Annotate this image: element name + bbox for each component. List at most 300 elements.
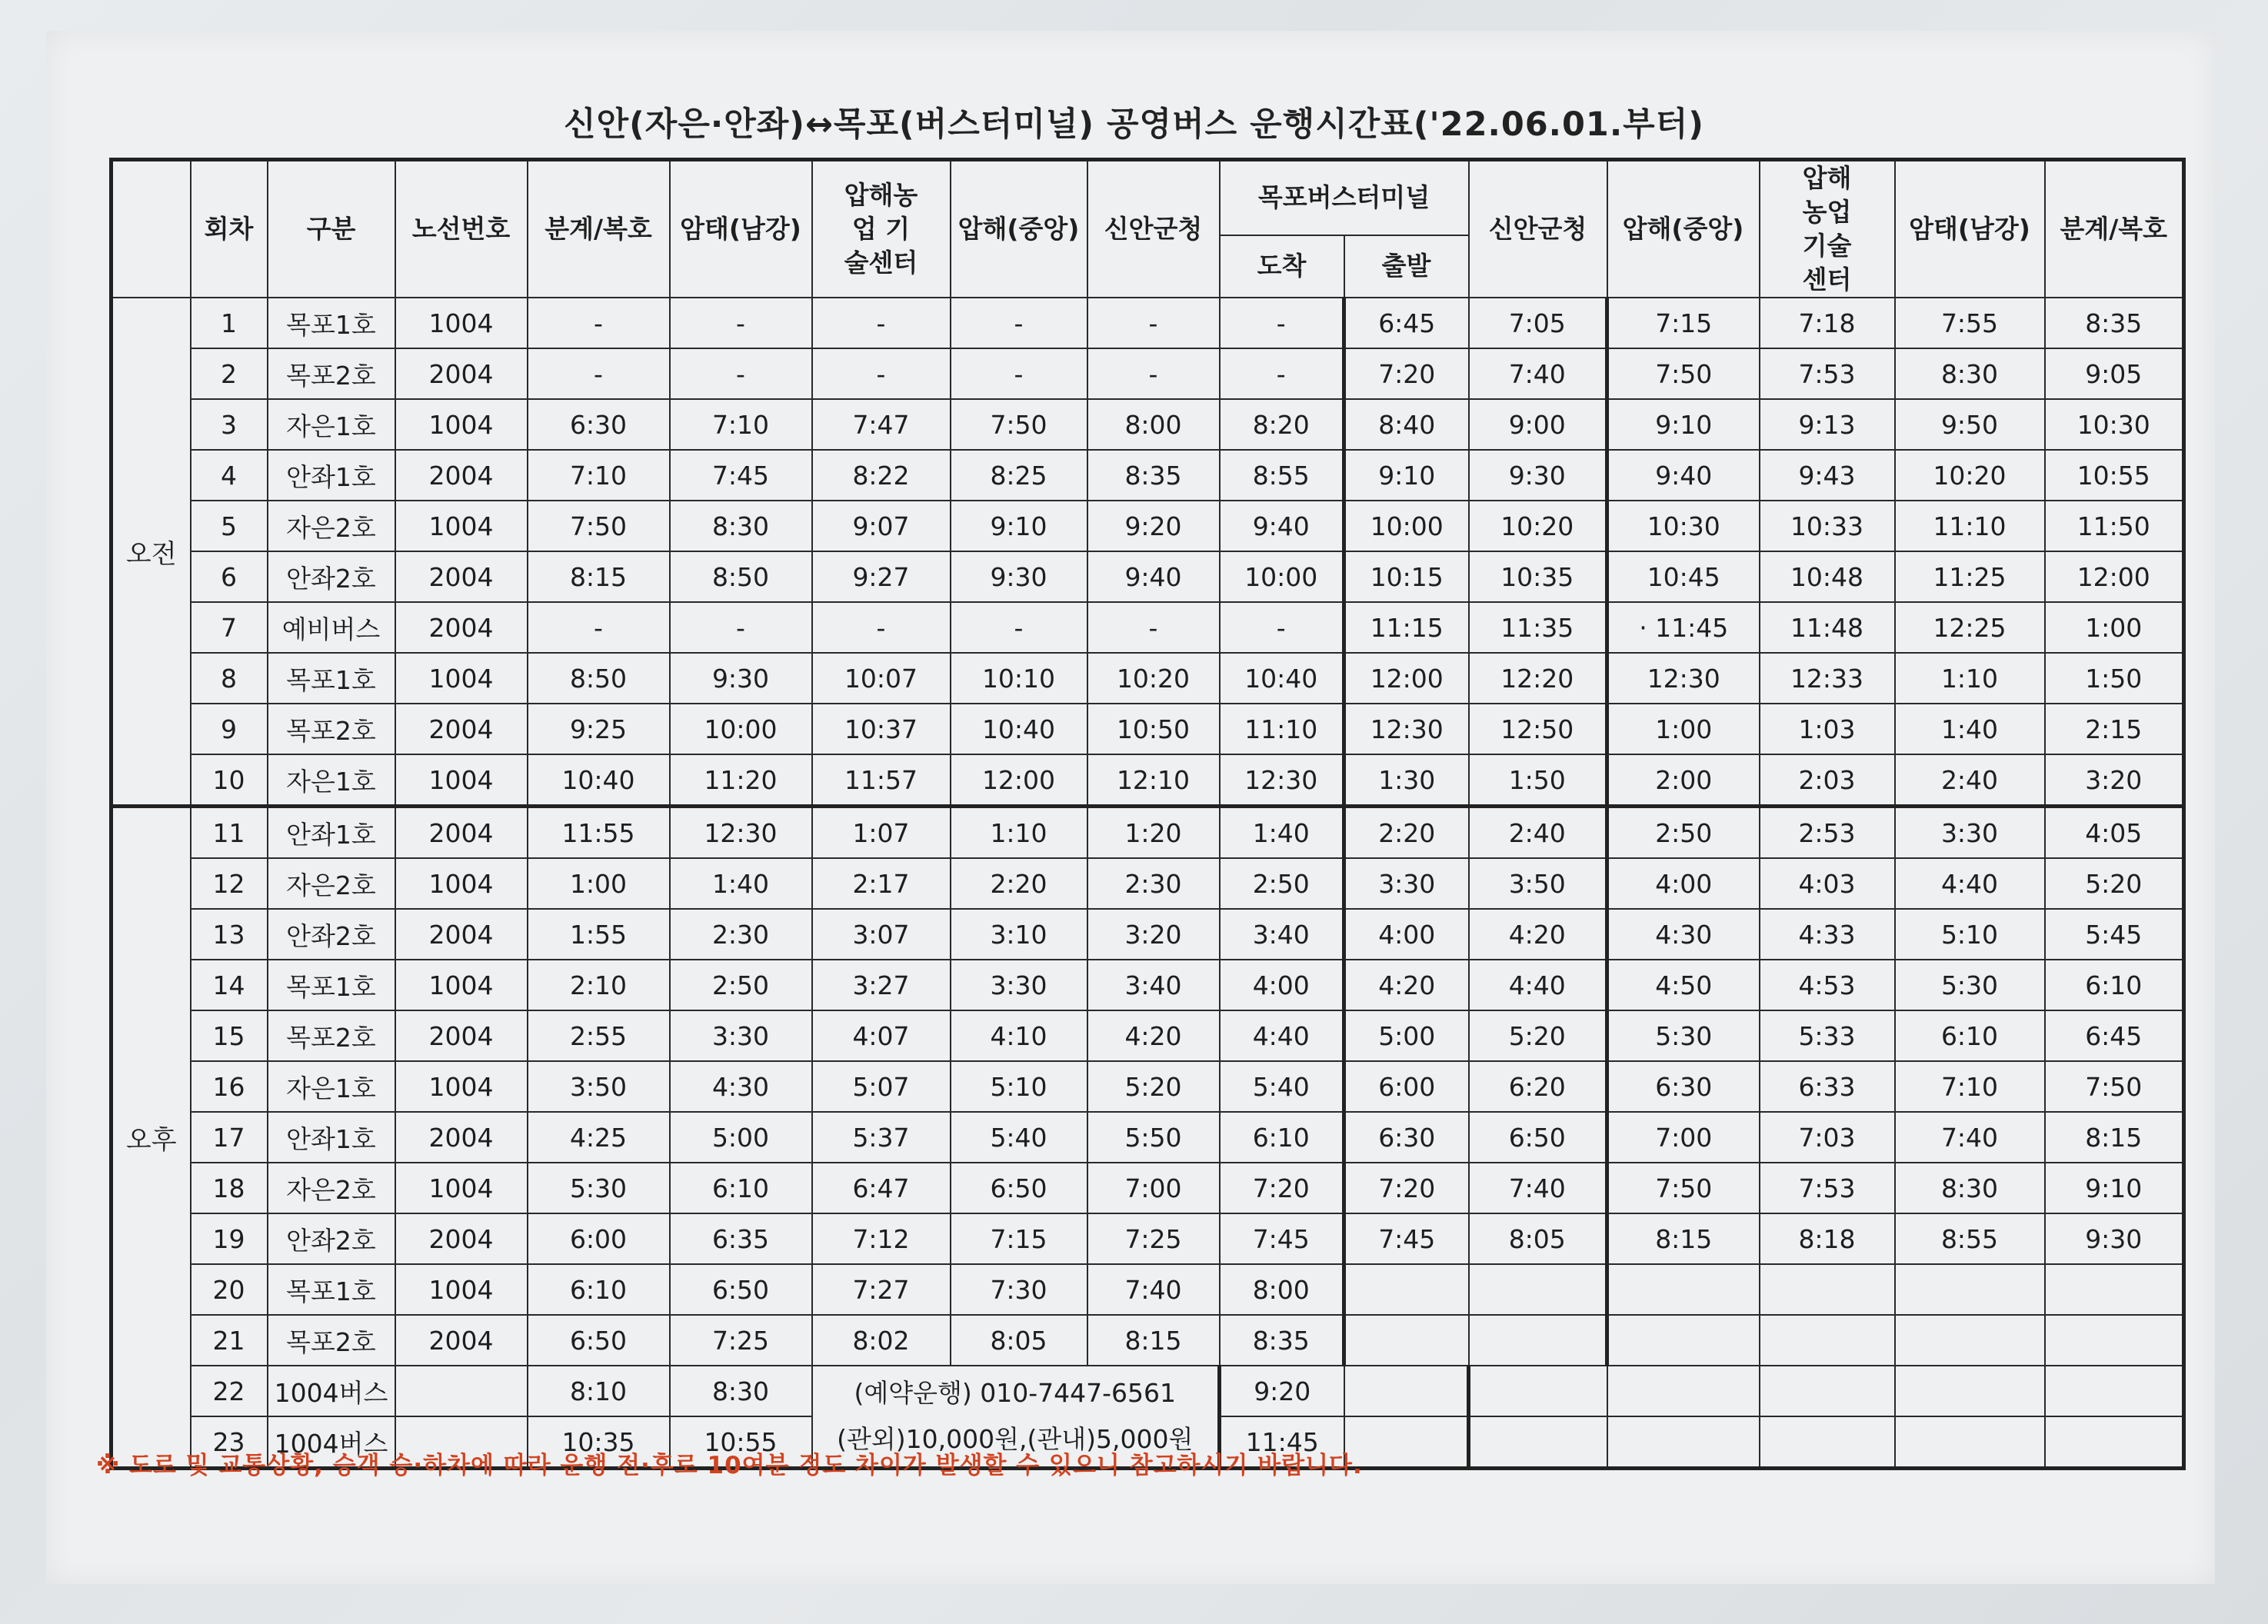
table-cell bbox=[1344, 1366, 1469, 1416]
table-cell: 7:50 bbox=[1607, 348, 1760, 399]
table-cell: - bbox=[1220, 348, 1344, 399]
table-cell: 6:10 bbox=[1220, 1112, 1344, 1163]
table-cell: 8:15 bbox=[1607, 1213, 1760, 1264]
table-cell: 8:55 bbox=[1895, 1213, 2045, 1264]
table-cell: 8:30 bbox=[1895, 1163, 2045, 1213]
table-cell: 7:25 bbox=[1087, 1213, 1220, 1264]
table-cell: 1004 bbox=[395, 1163, 528, 1213]
header-stop: 암태(남강) bbox=[670, 160, 812, 298]
table-cell: 8:35 bbox=[1220, 1315, 1344, 1366]
table-cell: 1004 bbox=[395, 858, 528, 909]
table-cell: 7:20 bbox=[1220, 1163, 1344, 1213]
header-stop: 압해(중앙) bbox=[951, 160, 1087, 298]
table-cell: 8:00 bbox=[1087, 399, 1220, 450]
table-cell: 7:40 bbox=[1469, 348, 1607, 399]
table-cell: 7:50 bbox=[2045, 1061, 2184, 1112]
header-terminal: 목포버스터미널 bbox=[1220, 160, 1469, 235]
table-cell: 9:40 bbox=[1087, 551, 1220, 602]
header-stop: 분계/복호 bbox=[528, 160, 670, 298]
table-cell: 자은1호 bbox=[268, 754, 395, 807]
table-cell: 9:27 bbox=[812, 551, 951, 602]
table-cell: - bbox=[528, 298, 670, 348]
table-cell: 7:10 bbox=[670, 399, 812, 450]
table-cell: 4 bbox=[191, 450, 268, 501]
table-cell: 7:50 bbox=[951, 399, 1087, 450]
table-cell: 8:15 bbox=[1087, 1315, 1220, 1366]
table-cell: 5:33 bbox=[1760, 1010, 1895, 1061]
table-cell: 10:40 bbox=[951, 704, 1087, 754]
header-type: 구분 bbox=[268, 160, 395, 298]
table-cell: 2:20 bbox=[951, 858, 1087, 909]
table-cell: 1:00 bbox=[1607, 704, 1760, 754]
table-cell: 7:12 bbox=[812, 1213, 951, 1264]
table-cell bbox=[1895, 1315, 2045, 1366]
header-stop: 신안군청 bbox=[1087, 160, 1220, 298]
table-cell: - bbox=[1087, 348, 1220, 399]
table-cell: 20 bbox=[191, 1264, 268, 1315]
table-cell: 목포2호 bbox=[268, 348, 395, 399]
table-cell: 자은2호 bbox=[268, 858, 395, 909]
table-cell: 8:40 bbox=[1344, 399, 1469, 450]
table-cell: 8:05 bbox=[1469, 1213, 1607, 1264]
table-cell: 11:20 bbox=[670, 754, 812, 807]
table-cell: 7:45 bbox=[1220, 1213, 1344, 1264]
table-cell: 4:20 bbox=[1469, 909, 1607, 960]
table-row bbox=[112, 1315, 2184, 1366]
table-cell: 8:02 bbox=[812, 1315, 951, 1366]
table-cell: 10:55 bbox=[670, 1416, 812, 1469]
table-cell: 5:20 bbox=[2045, 858, 2184, 909]
table-cell: - bbox=[528, 602, 670, 653]
table-cell: 11:10 bbox=[1895, 501, 2045, 551]
table-cell: 2004 bbox=[395, 348, 528, 399]
table-cell: 2:10 bbox=[528, 960, 670, 1010]
table-cell: 7:50 bbox=[1607, 1163, 1760, 1213]
table-cell: 목포2호 bbox=[268, 1315, 395, 1366]
table-cell: 5:30 bbox=[528, 1163, 670, 1213]
table-cell: 10:40 bbox=[1220, 653, 1344, 704]
table-cell: 7:25 bbox=[670, 1315, 812, 1366]
table-cell: 2004 bbox=[395, 704, 528, 754]
table-cell: 9:30 bbox=[951, 551, 1087, 602]
table-cell: 12:10 bbox=[1087, 754, 1220, 807]
header-stop: 암태(남강) bbox=[1895, 160, 2045, 298]
header-trip: 회차 bbox=[191, 160, 268, 298]
table-cell: 1:30 bbox=[1344, 754, 1469, 807]
table-cell: 6:00 bbox=[528, 1213, 670, 1264]
table-cell: 6:45 bbox=[1344, 298, 1469, 348]
table-cell: 목포2호 bbox=[268, 704, 395, 754]
table-cell bbox=[1344, 1315, 1469, 1366]
table-cell: 2004 bbox=[395, 909, 528, 960]
table-cell: - bbox=[670, 602, 812, 653]
table-cell bbox=[1469, 1264, 1607, 1315]
table-cell bbox=[1607, 1264, 1760, 1315]
table-cell: 2004 bbox=[395, 1213, 528, 1264]
table-cell: 1:10 bbox=[951, 807, 1087, 859]
table-cell: 7:10 bbox=[528, 450, 670, 501]
table-cell: 6:30 bbox=[1344, 1112, 1469, 1163]
timetable bbox=[109, 158, 2186, 1470]
table-cell: 5:20 bbox=[1469, 1010, 1607, 1061]
table-cell: 안좌2호 bbox=[268, 909, 395, 960]
table-cell: 2:30 bbox=[1087, 858, 1220, 909]
table-cell: 9:13 bbox=[1760, 399, 1895, 450]
table-cell: 7:53 bbox=[1760, 1163, 1895, 1213]
table-cell: 목포1호 bbox=[268, 960, 395, 1010]
table-cell: 8:35 bbox=[2045, 298, 2184, 348]
table-cell: 9:10 bbox=[951, 501, 1087, 551]
table-cell: 목포1호 bbox=[268, 653, 395, 704]
table-cell bbox=[1607, 1416, 1760, 1469]
table-cell: 9:30 bbox=[1469, 450, 1607, 501]
table-cell: 8:30 bbox=[670, 1366, 812, 1416]
table-cell: 4:07 bbox=[812, 1010, 951, 1061]
table-cell: 10:35 bbox=[1469, 551, 1607, 602]
table-cell: 10:35 bbox=[528, 1416, 670, 1469]
table-cell: 5:07 bbox=[812, 1061, 951, 1112]
table-cell: 4:33 bbox=[1760, 909, 1895, 960]
table-row bbox=[112, 450, 2184, 501]
table-cell: 15 bbox=[191, 1010, 268, 1061]
table-cell: 3:20 bbox=[2045, 754, 2184, 807]
table-cell: 5:00 bbox=[1344, 1010, 1469, 1061]
table-cell: 7:40 bbox=[1469, 1163, 1607, 1213]
table-cell: - bbox=[1087, 602, 1220, 653]
table-cell: 1:40 bbox=[1895, 704, 2045, 754]
table-cell: 1004 bbox=[395, 501, 528, 551]
table-cell: 1004 bbox=[395, 754, 528, 807]
period-pm: 오후 bbox=[112, 807, 191, 1469]
table-cell: 4:50 bbox=[1607, 960, 1760, 1010]
table-cell bbox=[1760, 1264, 1895, 1315]
table-cell: 4:10 bbox=[951, 1010, 1087, 1061]
table-cell: 5:00 bbox=[670, 1112, 812, 1163]
table-cell: 4:00 bbox=[1607, 858, 1760, 909]
table-cell: 안좌1호 bbox=[268, 1112, 395, 1163]
table-cell: 9:50 bbox=[1895, 399, 2045, 450]
table-cell bbox=[1760, 1366, 1895, 1416]
table-cell: 1:07 bbox=[812, 807, 951, 859]
header-route: 노선번호 bbox=[395, 160, 528, 298]
table-cell: 7:45 bbox=[670, 450, 812, 501]
table-cell: 19 bbox=[191, 1213, 268, 1264]
table-cell: 9:43 bbox=[1760, 450, 1895, 501]
table-cell: 2004 bbox=[395, 1112, 528, 1163]
table-cell: 10:15 bbox=[1344, 551, 1469, 602]
table-cell: 7:10 bbox=[1895, 1061, 2045, 1112]
table-cell: 7:55 bbox=[1895, 298, 2045, 348]
table-cell: 1004 bbox=[395, 960, 528, 1010]
table-cell: 9:30 bbox=[670, 653, 812, 704]
table-cell: 1:03 bbox=[1760, 704, 1895, 754]
table-cell: 5 bbox=[191, 501, 268, 551]
table-cell: 11:15 bbox=[1344, 602, 1469, 653]
table-cell bbox=[1469, 1315, 1607, 1366]
table-cell: 3:20 bbox=[1087, 909, 1220, 960]
table-cell: 2004 bbox=[395, 602, 528, 653]
table-cell: 4:20 bbox=[1344, 960, 1469, 1010]
table-cell: 2:30 bbox=[670, 909, 812, 960]
timetable-body bbox=[112, 298, 2184, 1469]
table-cell: 9:10 bbox=[2045, 1163, 2184, 1213]
table-row bbox=[112, 1061, 2184, 1112]
table-cell bbox=[1760, 1315, 1895, 1366]
table-cell: 2004 bbox=[395, 807, 528, 859]
table-cell: 6:00 bbox=[1344, 1061, 1469, 1112]
table-cell: 6:50 bbox=[670, 1264, 812, 1315]
table-cell: 2:40 bbox=[1469, 807, 1607, 859]
table-cell: 11:57 bbox=[812, 754, 951, 807]
table-cell: 11:50 bbox=[2045, 501, 2184, 551]
table-cell: 5:40 bbox=[951, 1112, 1087, 1163]
table-cell: 7:30 bbox=[951, 1264, 1087, 1315]
table-cell: 안좌1호 bbox=[268, 807, 395, 859]
table-cell: 9:20 bbox=[1087, 501, 1220, 551]
period-header bbox=[112, 160, 191, 298]
table-row bbox=[112, 754, 2184, 807]
table-cell: 목포2호 bbox=[268, 1010, 395, 1061]
table-cell: 10:30 bbox=[1607, 501, 1760, 551]
table-cell: 9:30 bbox=[2045, 1213, 2184, 1264]
header-stop: 압해(중앙) bbox=[1607, 160, 1760, 298]
table-row bbox=[112, 1010, 2184, 1061]
table-cell: 2004 bbox=[395, 450, 528, 501]
table-cell: 6:20 bbox=[1469, 1061, 1607, 1112]
table-cell: 8:55 bbox=[1220, 450, 1344, 501]
table-cell: 1:10 bbox=[1895, 653, 2045, 704]
table-cell: 1004 bbox=[395, 399, 528, 450]
table-cell bbox=[1344, 1416, 1469, 1469]
table-cell bbox=[1607, 1366, 1760, 1416]
table-cell: 10:48 bbox=[1760, 551, 1895, 602]
table-cell: 21 bbox=[191, 1315, 268, 1366]
table-cell: 4:03 bbox=[1760, 858, 1895, 909]
table-cell: 5:45 bbox=[2045, 909, 2184, 960]
table-cell bbox=[395, 1366, 528, 1416]
table-cell: 4:25 bbox=[528, 1112, 670, 1163]
table-cell: 6:10 bbox=[1895, 1010, 2045, 1061]
table-cell: 10:30 bbox=[2045, 399, 2184, 450]
table-cell: 6:10 bbox=[528, 1264, 670, 1315]
table-cell: 3:30 bbox=[670, 1010, 812, 1061]
table-cell: 2:50 bbox=[1220, 858, 1344, 909]
table-cell: 4:40 bbox=[1469, 960, 1607, 1010]
table-cell: 8:25 bbox=[951, 450, 1087, 501]
table-cell: 7:45 bbox=[1344, 1213, 1469, 1264]
table-row bbox=[112, 399, 2184, 450]
table-row bbox=[112, 348, 2184, 399]
reservation-fare: (관외)10,000원,(관내)5,000원 bbox=[837, 1424, 1194, 1454]
table-cell: 9:10 bbox=[1607, 399, 1760, 450]
table-cell: - bbox=[812, 298, 951, 348]
table-cell: 5:30 bbox=[1895, 960, 2045, 1010]
table-cell: 목포1호 bbox=[268, 1264, 395, 1315]
footnote: ※ 도로 및 교통상황, 승객 승·하차에 따라 운행 전·후로 10여분 정도 차이가 발생할 수 있으니 참고하시기 바랍니다. bbox=[96, 1452, 1363, 1479]
table-cell: 10:45 bbox=[1607, 551, 1760, 602]
table-cell: 12 bbox=[191, 858, 268, 909]
table-cell: 자은2호 bbox=[268, 1163, 395, 1213]
table-cell: 3:30 bbox=[951, 960, 1087, 1010]
table-cell: 4:40 bbox=[1895, 858, 2045, 909]
table-cell: - bbox=[670, 348, 812, 399]
header-stop: 압해농업 기술센터 bbox=[1760, 160, 1895, 298]
table-row bbox=[112, 602, 2184, 653]
table-cell: 3:40 bbox=[1087, 960, 1220, 1010]
table-cell: 6:10 bbox=[670, 1163, 812, 1213]
table-cell: 8:30 bbox=[1895, 348, 2045, 399]
table-cell: 12:30 bbox=[1344, 704, 1469, 754]
table-cell: 11:35 bbox=[1469, 602, 1607, 653]
table-cell: 1004버스 bbox=[268, 1416, 395, 1469]
table-cell: 2004 bbox=[395, 551, 528, 602]
table-cell: 7:40 bbox=[1087, 1264, 1220, 1315]
table-row bbox=[112, 858, 2184, 909]
table-row bbox=[112, 704, 2184, 754]
table-row bbox=[112, 501, 2184, 551]
table-cell: 10:07 bbox=[812, 653, 951, 704]
table-cell bbox=[2045, 1366, 2184, 1416]
table-cell: 7:50 bbox=[528, 501, 670, 551]
table-row bbox=[112, 551, 2184, 602]
table-cell: 6:50 bbox=[951, 1163, 1087, 1213]
table-cell: 7:18 bbox=[1760, 298, 1895, 348]
table-cell: 9:25 bbox=[528, 704, 670, 754]
table-cell: 1:50 bbox=[1469, 754, 1607, 807]
page-title: 신안(자은·안좌)↔목포(버스터미널) 공영버스 운행시간표('22.06.01.부터) bbox=[564, 105, 1704, 144]
table-cell: 9:07 bbox=[812, 501, 951, 551]
table-cell: 12:20 bbox=[1469, 653, 1607, 704]
header-stop: 분계/복호 bbox=[2045, 160, 2184, 298]
table-cell: 12:00 bbox=[1344, 653, 1469, 704]
table-cell: 1:50 bbox=[2045, 653, 2184, 704]
table-cell: 8:30 bbox=[670, 501, 812, 551]
table-cell: - bbox=[1087, 298, 1220, 348]
table-cell: 7:40 bbox=[1895, 1112, 2045, 1163]
table-cell: 8:50 bbox=[670, 551, 812, 602]
table-cell: 4:53 bbox=[1760, 960, 1895, 1010]
table-cell: 4:00 bbox=[1344, 909, 1469, 960]
table-cell: 12:30 bbox=[670, 807, 812, 859]
header-depart: 출발 bbox=[1344, 235, 1469, 298]
table-cell: 6:35 bbox=[670, 1213, 812, 1264]
table-cell: 6:50 bbox=[528, 1315, 670, 1366]
table-cell: 11:45 bbox=[1220, 1416, 1344, 1469]
table-row bbox=[112, 960, 2184, 1010]
table-cell: 2:55 bbox=[528, 1010, 670, 1061]
table-cell: 7:00 bbox=[1607, 1112, 1760, 1163]
table-cell: 1004버스 bbox=[268, 1366, 395, 1416]
table-cell: 6:50 bbox=[1469, 1112, 1607, 1163]
table-cell: 8:15 bbox=[528, 551, 670, 602]
table-cell: 14 bbox=[191, 960, 268, 1010]
table-cell bbox=[1895, 1264, 2045, 1315]
table-cell: 10:20 bbox=[1469, 501, 1607, 551]
table-cell: - bbox=[812, 602, 951, 653]
table-cell: - bbox=[1220, 602, 1344, 653]
table-cell: - bbox=[951, 348, 1087, 399]
table-cell: 7:20 bbox=[1344, 1163, 1469, 1213]
table-cell: 1:00 bbox=[2045, 602, 2184, 653]
table-cell: 3:50 bbox=[1469, 858, 1607, 909]
table-cell: - bbox=[528, 348, 670, 399]
table-cell: 8 bbox=[191, 653, 268, 704]
table-cell: 1:40 bbox=[1220, 807, 1344, 859]
table-cell: 8:05 bbox=[951, 1315, 1087, 1366]
table-cell: 6:30 bbox=[1607, 1061, 1760, 1112]
table-cell: 12:30 bbox=[1220, 754, 1344, 807]
table-cell: 10:40 bbox=[528, 754, 670, 807]
table-cell: 안좌2호 bbox=[268, 1213, 395, 1264]
table-cell: 2:15 bbox=[2045, 704, 2184, 754]
table-cell: 3:27 bbox=[812, 960, 951, 1010]
table-cell: 10:20 bbox=[1087, 653, 1220, 704]
table-row bbox=[112, 1366, 2184, 1416]
table-cell bbox=[1895, 1416, 2045, 1469]
table-cell: - bbox=[1220, 298, 1344, 348]
table-cell: 17 bbox=[191, 1112, 268, 1163]
table-cell: 6 bbox=[191, 551, 268, 602]
table-cell: 2:50 bbox=[670, 960, 812, 1010]
table-cell: 5:20 bbox=[1087, 1061, 1220, 1112]
table-cell: 7:15 bbox=[1607, 298, 1760, 348]
table-cell: 4:30 bbox=[670, 1061, 812, 1112]
table-cell: 1004 bbox=[395, 1061, 528, 1112]
table-cell: 5:50 bbox=[1087, 1112, 1220, 1163]
table-cell bbox=[2045, 1315, 2184, 1366]
table-cell: 7:20 bbox=[1344, 348, 1469, 399]
table-cell bbox=[1469, 1366, 1607, 1416]
table-cell: 자은2호 bbox=[268, 501, 395, 551]
table-cell: 1:40 bbox=[670, 858, 812, 909]
table-cell bbox=[2045, 1416, 2184, 1469]
table-cell: 11:10 bbox=[1220, 704, 1344, 754]
table-cell: 5:37 bbox=[812, 1112, 951, 1163]
table-cell: 12:00 bbox=[2045, 551, 2184, 602]
table-cell: 10 bbox=[191, 754, 268, 807]
table-cell: 7:00 bbox=[1087, 1163, 1220, 1213]
table-row bbox=[112, 909, 2184, 960]
table-cell: 10:00 bbox=[1344, 501, 1469, 551]
table-cell: 5:10 bbox=[1895, 909, 2045, 960]
table-cell: 12:25 bbox=[1895, 602, 2045, 653]
table-cell: 6:33 bbox=[1760, 1061, 1895, 1112]
table-cell: - bbox=[670, 298, 812, 348]
table-cell: 9 bbox=[191, 704, 268, 754]
table-cell: 10:33 bbox=[1760, 501, 1895, 551]
period-am: 오전 bbox=[112, 298, 191, 807]
table-cell: 3:40 bbox=[1220, 909, 1344, 960]
table-cell: 2004 bbox=[395, 1010, 528, 1061]
header-stop: 신안군청 bbox=[1469, 160, 1607, 298]
table-cell: 8:22 bbox=[812, 450, 951, 501]
table-cell: 3:07 bbox=[812, 909, 951, 960]
table-cell: 안좌2호 bbox=[268, 551, 395, 602]
table-cell: 12:33 bbox=[1760, 653, 1895, 704]
table-cell: 12:50 bbox=[1469, 704, 1607, 754]
table-row bbox=[112, 298, 2184, 348]
table-cell: 7:03 bbox=[1760, 1112, 1895, 1163]
table-cell: 23 bbox=[191, 1416, 268, 1469]
table-cell: 2:20 bbox=[1344, 807, 1469, 859]
table-cell: 6:45 bbox=[2045, 1010, 2184, 1061]
table-cell: - bbox=[951, 602, 1087, 653]
table-cell: 1:55 bbox=[528, 909, 670, 960]
table-cell: 8:10 bbox=[528, 1366, 670, 1416]
table-cell: 자은1호 bbox=[268, 399, 395, 450]
table-cell: 10:10 bbox=[951, 653, 1087, 704]
table-cell: 10:50 bbox=[1087, 704, 1220, 754]
